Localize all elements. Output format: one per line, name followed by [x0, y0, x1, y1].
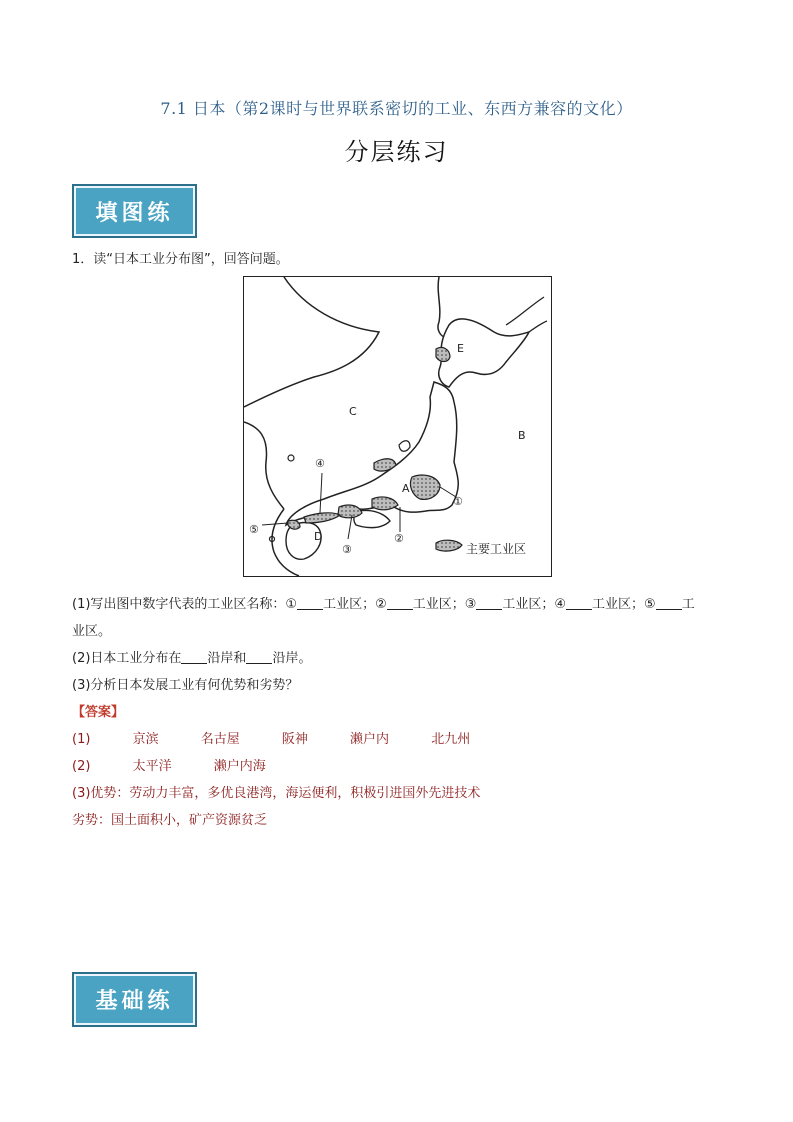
- section-fill-map-label: 填图练: [95, 199, 174, 226]
- island: [399, 441, 410, 452]
- legend-swatch: [436, 540, 462, 551]
- answer-kitakyushu: 北九州: [431, 732, 471, 747]
- blank-3: [476, 597, 502, 610]
- map-label-c: C: [349, 405, 357, 418]
- sub1-text-a: (1)写出图中数字代表的工业区名称：①: [72, 597, 298, 612]
- blank-1: [297, 597, 323, 610]
- sub2-text-c: 沿岸。: [272, 651, 312, 666]
- legend-label: 主要工业区: [466, 542, 527, 556]
- map-label-1: ①: [453, 495, 463, 508]
- answer-row-3: (3)优势：劳动力丰富，多优良港湾，海运便利，积极引进国外先进技术: [72, 786, 481, 801]
- map-label-a: A: [402, 482, 410, 495]
- answer-row-2-num: (2): [72, 759, 91, 774]
- blank-6: [181, 651, 207, 664]
- section-fill-map: [72, 184, 197, 238]
- sub2-text-b: 沿岸和: [207, 651, 247, 666]
- map-label-d: D: [314, 530, 323, 543]
- industrial-zone-kitakyushu: [288, 520, 300, 529]
- map-label-2: ②: [394, 532, 404, 545]
- section-basic-label: 基础练: [95, 988, 174, 1014]
- sub1-text-e: 工业区；⑤: [592, 597, 656, 612]
- japan-industry-map: [243, 276, 552, 577]
- answer-hanshin: 阪神: [281, 732, 308, 747]
- answer-nagoya: 名古屋: [200, 732, 240, 747]
- answer-seto-inland-sea: 濑户内海: [213, 759, 266, 774]
- island: [288, 455, 294, 461]
- answer-row-1-num: (1): [72, 732, 91, 747]
- blank-4: [566, 597, 592, 610]
- map-label-b: B: [518, 429, 526, 442]
- sub-question-1-line1: [72, 593, 732, 612]
- question-prompt: 1．读“日本工业分布图”，回答问题。: [72, 252, 289, 267]
- answer-row-2: [72, 755, 304, 774]
- korea-coast: [244, 422, 284, 509]
- answer-keihin: 京滨: [132, 732, 159, 747]
- industrial-zone-keihin: [410, 475, 440, 499]
- map-svg: [244, 277, 551, 576]
- mainland-coast: [244, 277, 379, 407]
- blank-7: [246, 651, 272, 664]
- map-label-e: E: [457, 342, 464, 355]
- sub-question-3: (3)分析日本发展工业有何优势和劣势？: [72, 678, 299, 693]
- answer-row-1: [72, 728, 508, 747]
- sub1-text-c: 工业区；③: [412, 597, 477, 612]
- answer-row-4: 劣势：国土面积小，矿产资源贫乏: [72, 813, 268, 828]
- sub-question-1-line2: 业区。: [72, 624, 112, 639]
- answer-pacific: 太平洋: [132, 759, 172, 774]
- page-subtitle: 7.1 日本（第2课时与世界联系密切的工业、东西方兼容的文化）: [160, 99, 633, 118]
- answer-setouchi: 濑户内: [350, 732, 390, 747]
- section-basic: [72, 972, 197, 1027]
- blank-2: [387, 597, 413, 610]
- sub-question-2: [72, 647, 311, 666]
- kuril-islands: [506, 297, 547, 332]
- leader-line-3: [348, 515, 352, 539]
- map-label-4: ④: [315, 457, 325, 470]
- sub1-text-f: 工: [681, 597, 695, 612]
- map-label-5: ⑤: [249, 523, 259, 536]
- answer-label: 【答案】: [72, 705, 125, 720]
- page-title: 分层练习: [344, 138, 449, 166]
- map-label-3: ③: [342, 543, 352, 556]
- sub2-text-a: (2)日本工业分布在: [72, 651, 182, 666]
- blank-5: [656, 597, 682, 610]
- sakhalin: [438, 277, 444, 337]
- hokkaido: [439, 319, 529, 387]
- sub1-text-d: 工业区；④: [502, 597, 567, 612]
- sub1-text-b: 工业区；②: [323, 597, 387, 612]
